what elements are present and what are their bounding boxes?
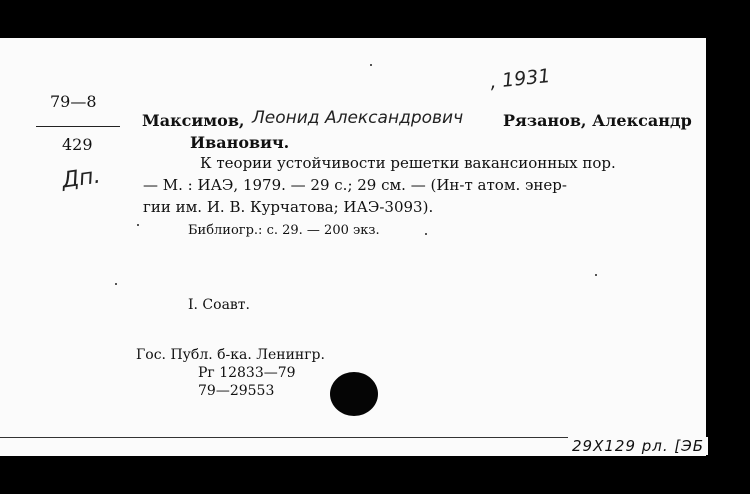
bibliography-note: Библиогр.: с. 29. — 200 экз. xyxy=(188,223,380,238)
catalog-card xyxy=(0,38,706,456)
library-reg-number: Рг 12833—79 xyxy=(198,365,296,381)
speck xyxy=(115,283,117,285)
speck xyxy=(425,233,427,235)
handwritten-patronymic-year: , 1931 xyxy=(489,64,552,94)
bottom-handwritten-code: 29X129 рл. [ЭБ xyxy=(568,437,708,455)
call-number-bottom: 429 xyxy=(62,135,93,154)
speck xyxy=(137,224,139,226)
coauthor-patronymic: Иванович. xyxy=(190,133,290,152)
handwritten-margin-mark: Дп. xyxy=(60,163,103,194)
title-line: К теории устойчивости решетки вакансионных пор. xyxy=(200,154,616,172)
call-number-top: 79—8 xyxy=(50,92,97,111)
author-name: Максимов, xyxy=(142,111,245,130)
library-accession-number: 79—29553 xyxy=(198,383,275,399)
ink-blot xyxy=(330,372,378,416)
library-name: Гос. Публ. б-ка. Ленингр. xyxy=(136,347,325,363)
speck xyxy=(595,274,597,276)
speck xyxy=(370,64,372,66)
bottom-handwritten-code-box xyxy=(568,438,706,456)
scan-border-right xyxy=(706,38,750,456)
handwritten-author-given-names: Леонид Александрович xyxy=(252,108,464,128)
imprint-line-2: гии им. И. В. Курчатова; ИАЭ-3093). xyxy=(143,198,434,216)
coauthor-name: Рязанов, Александр xyxy=(503,111,692,130)
tracing-coauthor: I. Соавт. xyxy=(188,297,250,313)
call-number-rule xyxy=(36,126,120,127)
imprint-line-1: — М. : ИАЭ, 1979. — 29 с.; 29 см. — (Ин-т атом. энер- xyxy=(143,176,567,194)
